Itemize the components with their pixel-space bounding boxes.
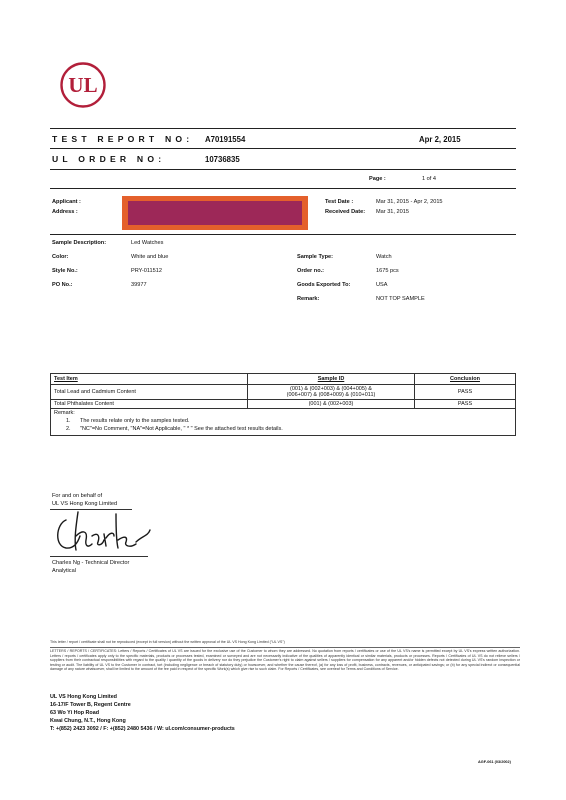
disclaimer-rule <box>50 647 520 648</box>
svg-text:UL: UL <box>68 73 98 97</box>
ul-logo <box>60 62 106 108</box>
sample-description-label: Sample Description: <box>52 240 107 246</box>
address-label: Address : <box>52 209 78 215</box>
order-no-label: Order no.: <box>297 268 325 274</box>
sample-type-label: Sample Type: <box>297 254 333 260</box>
page-value: 1 of 4 <box>422 176 436 182</box>
remark-row <box>51 409 516 436</box>
disclaimer-line1: This letter / report / certificate shall not be reproduced (except in full version) without the written approval of the UL VS Hong Kong Limited ("UL VS") <box>50 640 285 644</box>
top-rule <box>50 128 516 129</box>
received-date-value: Mar 31, 2015 <box>376 209 409 215</box>
remark-heading: Remark: <box>54 410 75 416</box>
address-line4: Kwai Chung, N.T., Hong Kong <box>50 718 126 724</box>
header-test-item: Test Item <box>51 374 248 385</box>
test-report-number: A70191554 <box>205 135 246 144</box>
remark-label: Remark: <box>297 296 320 302</box>
table-row <box>51 400 516 409</box>
behalf-line2: UL VS Hong Kong Limited <box>52 501 118 507</box>
behalf-line1: For and on behalf of <box>52 493 103 499</box>
remark-item: 1. The results relate only to the samples tested. <box>66 418 190 424</box>
row-conclusion: PASS <box>415 385 516 400</box>
table-row <box>51 385 516 400</box>
table-header-row <box>51 374 516 385</box>
page-label: Page : <box>369 176 386 182</box>
signer-department: Analytical <box>52 568 76 574</box>
applicant-top-rule <box>50 188 516 189</box>
style-value: PRY-011512 <box>131 268 162 274</box>
po-value: 39977 <box>131 282 147 288</box>
received-date-label: Received Date: <box>325 209 366 215</box>
results-table <box>50 373 516 436</box>
address-line3: 63 Wo Yi Hop Road <box>50 710 100 716</box>
address-line1: UL VS Hong Kong Limited <box>50 694 117 700</box>
address-line2: 16-17/F Tower B, Regent Centre <box>50 702 131 708</box>
row-test-item: Total Phthalates Content <box>51 400 248 409</box>
report-date: Apr 2, 2015 <box>419 135 461 144</box>
row-sample-id <box>248 385 415 400</box>
row-conclusion: PASS <box>415 400 516 409</box>
row-test-item: Total Lead and Cadmium Content <box>51 385 248 400</box>
signature <box>52 506 162 556</box>
test-date-label: Test Date : <box>325 199 354 205</box>
remark-value: NOT TOP SAMPLE <box>376 296 425 302</box>
ul-order-label: UL ORDER NO: <box>52 154 166 164</box>
test-date-value: Mar 31, 2015 - Apr 2, 2015 <box>376 199 443 205</box>
sample-top-rule <box>50 234 516 235</box>
applicant-redaction <box>122 196 308 230</box>
mid-rule <box>50 148 516 149</box>
goods-exported-value: USA <box>376 282 388 288</box>
goods-exported-label: Goods Exported To: <box>297 282 351 288</box>
row-sample-id: (001) & (002+003) <box>248 400 415 409</box>
color-value: White and blue <box>131 254 169 260</box>
style-label: Style No.: <box>52 268 78 274</box>
signer-name-title: Charles Ng - Technical Director <box>52 560 130 566</box>
header-sample-id: Sample ID <box>248 374 415 385</box>
test-report-label: TEST REPORT NO: <box>52 134 194 144</box>
po-label: PO No.: <box>52 282 73 288</box>
bottom-rule <box>50 169 516 170</box>
disclaimer-body: LETTERS / REPORTS / CERTIFICATES: Letters / Reports / Certificates of UL VS are issued for the exclusive use of the Customer to whom they are addressed. No quotation from reports / certificates or use of the UL VS's name is permitted except by UL VS's express written authorization. Letters / reports / certificates apply only to the specific materials, products or processes tested, examined or surveyed and are not necessarily indicative of the qualities of apparently identical or similar materials, products or processes. Reports / Certificates of UL VS do not relieve sellers / suppliers from their contractual responsibilities with regard to the quality / quantity of the goods in delivery nor do they prejudice the Customer's right to claim against sellers / suppliers for compensation for any apparent and/or hidden defects not detected during UL VS's random inspection or testing or audit. The liability of UL VS to the Customer in contract, tort (including negligence or breach of statutory duty) or howsoever, and whether the cause thereof, (a) for any loss of profit, business, contracts, revenues, or anticipated savings; or (b) for any special indirect or consequential damage of any nature whatsoever, shall be limited to the amount of the fee paid in respect of the specific Work(s) which give rise to such claim. For Reports / Certificates, see overleaf for Terms and Conditions of Service. <box>50 649 520 672</box>
applicant-label: Applicant : <box>52 199 81 205</box>
sample-type-value: Watch <box>376 254 392 260</box>
remark-cell <box>51 409 516 436</box>
form-code: AGF-061 (03/2002) <box>478 760 511 764</box>
address-line5: T: +(852) 2423 3092 / F: +(852) 2480 5436 / W: ul.com/consumer-products <box>50 726 235 732</box>
sample-description-value: Led Watches <box>131 240 164 246</box>
color-label: Color: <box>52 254 69 260</box>
redaction-inner <box>128 201 302 225</box>
sample-id-line: (006+007) & (008+009) & (010+011) <box>286 392 376 398</box>
header-conclusion: Conclusion <box>415 374 516 385</box>
remark-item: 2. "NC"=No Comment, "NA"=Not Applicable, " * " See the attached test results details. <box>66 426 283 432</box>
sample-id-line: (001) & (002+003) & (004+005) & <box>290 386 372 392</box>
signature-line <box>50 556 148 557</box>
order-no-value: 1675 pcs <box>376 268 399 274</box>
ul-order-number: 10736835 <box>205 155 240 164</box>
